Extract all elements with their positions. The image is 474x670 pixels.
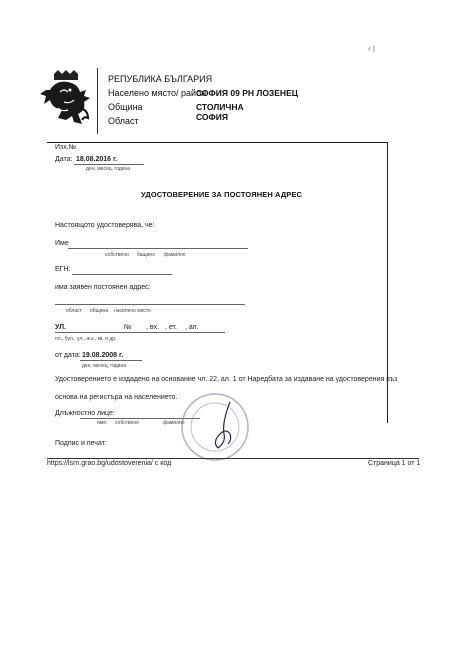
coat-of-arms-lion-icon bbox=[40, 68, 94, 130]
address-hint-municipality: община bbox=[90, 308, 109, 314]
since-underline bbox=[80, 360, 142, 361]
date-label: Дата: bbox=[55, 156, 73, 163]
name-label: Име bbox=[55, 240, 69, 247]
street-floor-label: , ет. bbox=[165, 324, 177, 331]
name-hint-first: собствено bbox=[105, 252, 129, 258]
since-label: от дата: bbox=[55, 352, 81, 359]
egn-underline bbox=[72, 274, 172, 275]
official-label: Длъжностно лице: bbox=[55, 410, 115, 417]
certify-text: Настоящото удостоверява, че: bbox=[55, 222, 155, 229]
street-underline bbox=[55, 332, 225, 333]
date-hint: ден, месец, година bbox=[86, 166, 131, 172]
footer-divider bbox=[47, 458, 419, 459]
since-hint: ден, месец, година bbox=[82, 363, 127, 369]
address-hint-region: област bbox=[66, 308, 82, 314]
street-prefix: УЛ. bbox=[55, 324, 66, 331]
basis-text-line1: Удостоверението е издадено на основание чл. 22, ал. 1 от Наредбата за издаване на удостоверения въз bbox=[55, 376, 398, 383]
corner-mark: ‹ | bbox=[368, 44, 375, 53]
since-value: 19.08.2008 г. bbox=[82, 352, 124, 359]
footer-page-number: Страница 1 от 1 bbox=[368, 460, 421, 467]
address-hint-settlement: населено място bbox=[114, 308, 151, 314]
name-hint-last: фамилно bbox=[164, 252, 186, 258]
basis-text-line2: основа на регистъра на населението. bbox=[55, 394, 178, 401]
municipality-label: Община bbox=[108, 102, 143, 112]
settlement-value: СОФИЯ 09 РН ЛОЗЕНЕЦ bbox=[196, 88, 298, 98]
signature-label: Подпис и печат: bbox=[55, 440, 107, 447]
egn-label: ЕГН: bbox=[55, 266, 71, 273]
official-stamp-icon bbox=[178, 390, 252, 464]
name-underline bbox=[68, 248, 248, 249]
settlement-label: Населено място/ район bbox=[108, 88, 207, 98]
region-label: Област bbox=[108, 116, 139, 126]
street-hint: пл., бул., ул., ж.к., кв. и др. bbox=[55, 336, 117, 342]
date-value: 18.08.2016 г. bbox=[76, 156, 118, 163]
signature-stroke bbox=[215, 402, 230, 448]
address-line: има заявен постоянен адрес: bbox=[55, 284, 151, 291]
date-underline bbox=[74, 164, 144, 165]
street-entrance-label: , вх. bbox=[146, 324, 160, 331]
document-title: УДОСТОВЕРЕНИЕ ЗА ПОСТОЯНЕН АДРЕС bbox=[141, 190, 302, 199]
region-value: СОФИЯ bbox=[196, 112, 229, 122]
street-number-label: № bbox=[124, 324, 132, 331]
municipality-value: СТОЛИЧНА bbox=[196, 102, 244, 112]
official-hint-first: собствено bbox=[115, 420, 139, 426]
official-hint-name: име: bbox=[97, 420, 108, 426]
street-apartment-label: , ап. bbox=[185, 324, 199, 331]
address-underline bbox=[55, 304, 245, 305]
header-divider bbox=[97, 68, 98, 134]
country-name: РЕПУБЛИКА БЪЛГАРИЯ bbox=[108, 74, 213, 84]
name-hint-middle: бащино bbox=[137, 252, 155, 258]
ref-number-label: Изх.№ bbox=[55, 144, 77, 151]
official-hint-last: фамилно bbox=[163, 420, 185, 426]
footer-url: https://lsrn.grao.bg/udostoverenia/ с код bbox=[47, 460, 172, 467]
